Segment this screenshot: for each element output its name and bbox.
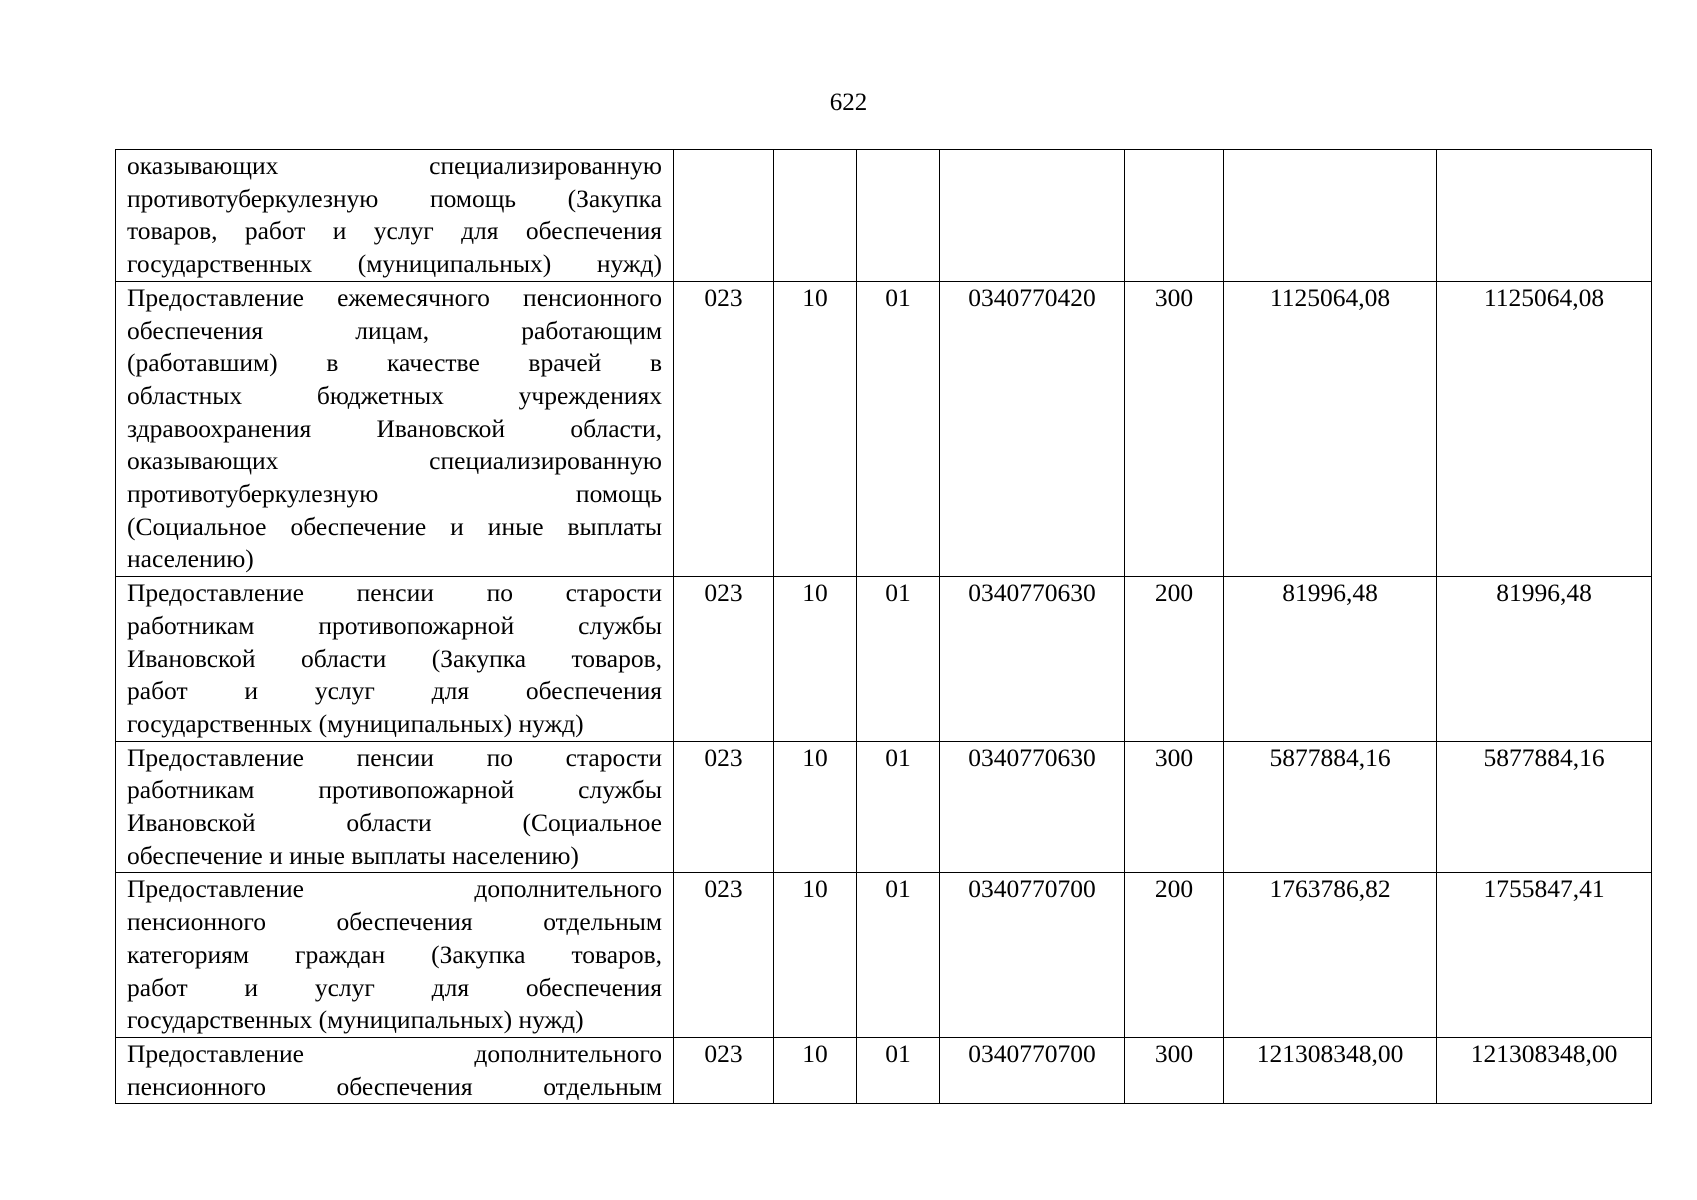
table-row <box>116 1037 1652 1103</box>
amount-cell: 1125064,08 <box>1437 281 1652 576</box>
amount-cell: 81996,48 <box>1224 577 1437 742</box>
description-line: здравоохранения Ивановской области, <box>127 413 662 443</box>
description-line: обеспечение и иные выплаты населению) <box>127 840 579 870</box>
description-line: категориям граждан (Закупка товаров, <box>127 939 662 969</box>
expense-type-cell <box>1125 150 1224 282</box>
subsection-code-cell: 01 <box>857 873 940 1038</box>
target-article-cell: 0340770700 <box>940 873 1125 1038</box>
description-line: Предоставление пенсии по старости <box>127 578 662 608</box>
section-code-cell: 10 <box>774 281 857 576</box>
description-line: работ и услуг для обеспечения <box>127 972 662 1002</box>
description-line: противотуберкулезную помощь <box>127 479 662 509</box>
description-line: противотуберкулезную помощь (Закупка <box>127 183 662 213</box>
subsection-code-cell: 01 <box>857 577 940 742</box>
description-cell <box>116 741 674 873</box>
amount-cell <box>1224 150 1437 282</box>
description-line: пенсионного обеспечения отдельным <box>127 1071 662 1101</box>
expense-type-cell: 300 <box>1125 741 1224 873</box>
table-row <box>116 150 1652 282</box>
section-code-cell: 10 <box>774 1037 857 1103</box>
table-row <box>116 281 1652 576</box>
expense-type-cell: 200 <box>1125 577 1224 742</box>
expense-type-cell: 300 <box>1125 1037 1224 1103</box>
table-row <box>116 577 1652 742</box>
amount-cell: 121308348,00 <box>1437 1037 1652 1103</box>
ministry-code-cell: 023 <box>674 741 774 873</box>
amount-cell: 1763786,82 <box>1224 873 1437 1038</box>
description-cell <box>116 577 674 742</box>
description-line: населению) <box>127 544 254 574</box>
description-cell <box>116 873 674 1038</box>
subsection-code-cell <box>857 150 940 282</box>
amount-cell: 121308348,00 <box>1224 1037 1437 1103</box>
description-line: Ивановской области (Закупка товаров, <box>127 643 662 673</box>
description-line: Предоставление дополнительного <box>127 874 662 904</box>
section-code-cell: 10 <box>774 873 857 1038</box>
description-line: обеспечения лицам, работающим <box>127 315 662 345</box>
description-line: государственных (муниципальных) нужд) <box>127 249 662 279</box>
ministry-code-cell: 023 <box>674 577 774 742</box>
description-line: Предоставление ежемесячного пенсионного <box>127 282 662 312</box>
description-cell <box>116 1037 674 1103</box>
description-line: областных бюджетных учреждениях <box>127 380 662 410</box>
table-row <box>116 741 1652 873</box>
description-line: Ивановской области (Социальное <box>127 808 662 838</box>
budget-table <box>115 149 1652 1104</box>
subsection-code-cell: 01 <box>857 281 940 576</box>
description-line: (работавшим) в качестве врачей в <box>127 348 662 378</box>
amount-cell: 5877884,16 <box>1224 741 1437 873</box>
amount-cell <box>1437 150 1652 282</box>
target-article-cell: 0340770630 <box>940 741 1125 873</box>
subsection-code-cell: 01 <box>857 741 940 873</box>
expense-type-cell: 300 <box>1125 281 1224 576</box>
description-line: работникам противопожарной службы <box>127 610 662 640</box>
target-article-cell <box>940 150 1125 282</box>
ministry-code-cell: 023 <box>674 873 774 1038</box>
section-code-cell <box>774 150 857 282</box>
ministry-code-cell <box>674 150 774 282</box>
ministry-code-cell: 023 <box>674 281 774 576</box>
page-number: 622 <box>829 89 868 116</box>
target-article-cell: 0340770700 <box>940 1037 1125 1103</box>
description-line: оказывающих специализированную <box>127 151 662 180</box>
description-line: государственных (муниципальных) нужд) <box>127 708 584 738</box>
description-line: работ и услуг для обеспечения <box>127 676 662 706</box>
ministry-code-cell: 023 <box>674 1037 774 1103</box>
description-cell <box>116 150 674 282</box>
description-line: товаров, работ и услуг для обеспечения <box>127 216 662 246</box>
description-line: Предоставление дополнительного <box>127 1038 662 1068</box>
description-line: (Социальное обеспечение и иные выплаты <box>127 511 662 541</box>
description-line: государственных (муниципальных) нужд) <box>127 1005 584 1035</box>
subsection-code-cell: 01 <box>857 1037 940 1103</box>
table-row <box>116 873 1652 1038</box>
expense-type-cell: 200 <box>1125 873 1224 1038</box>
description-cell <box>116 281 674 576</box>
target-article-cell: 0340770630 <box>940 577 1125 742</box>
description-line: пенсионного обеспечения отдельным <box>127 907 662 937</box>
target-article-cell: 0340770420 <box>940 281 1125 576</box>
amount-cell: 5877884,16 <box>1437 741 1652 873</box>
description-line: оказывающих специализированную <box>127 446 662 476</box>
section-code-cell: 10 <box>774 577 857 742</box>
description-line: Предоставление пенсии по старости <box>127 742 662 772</box>
amount-cell: 81996,48 <box>1437 577 1652 742</box>
amount-cell: 1125064,08 <box>1224 281 1437 576</box>
section-code-cell: 10 <box>774 741 857 873</box>
amount-cell: 1755847,41 <box>1437 873 1652 1038</box>
description-line: работникам противопожарной службы <box>127 775 662 805</box>
